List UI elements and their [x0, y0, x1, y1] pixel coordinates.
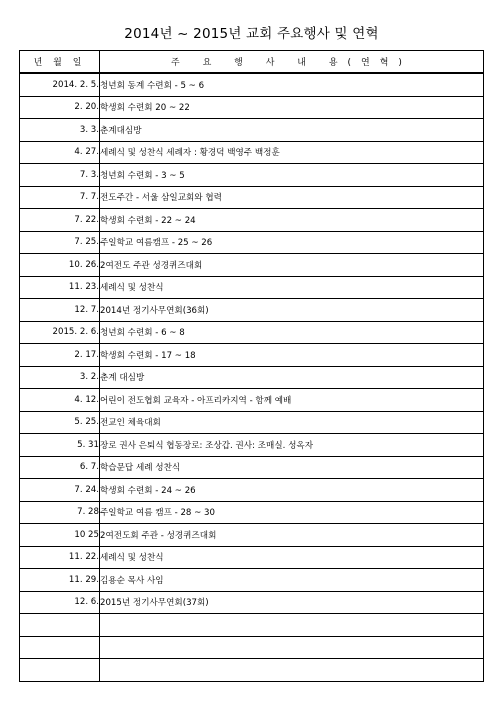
event-date: 6. 7. [20, 456, 100, 479]
event-description: 주일학교 여름캠프 - 25 ~ 26 [100, 231, 484, 254]
event-description: 학생회 수련회 - 22 ~ 24 [100, 209, 484, 232]
event-date: 4. 27. [20, 141, 100, 164]
event-description: 청년회 동계 수련회 - 5 ~ 6 [100, 73, 484, 96]
events-table [19, 50, 484, 682]
event-description: 세례식 및 성찬식 세례자 : 황경덕 백영주 백정훈 [100, 141, 484, 164]
event-description: 춘계 대심방 [100, 366, 484, 389]
event-description: 학생회 수련회 - 17 ~ 18 [100, 344, 484, 367]
event-date [20, 659, 100, 682]
table-row [20, 299, 484, 322]
event-description: 청년회 수련회 - 6 ~ 8 [100, 321, 484, 344]
event-description [100, 636, 484, 659]
event-date: 11. 23. [20, 276, 100, 299]
table-row [20, 591, 484, 614]
table-row [20, 456, 484, 479]
table-row [20, 186, 484, 209]
table-row [20, 569, 484, 592]
event-description: 청년회 수련회 - 3 ~ 5 [100, 164, 484, 187]
table-row [20, 524, 484, 547]
event-date: 2. 20. [20, 96, 100, 119]
table-row [20, 231, 484, 254]
event-description: 2여전도 주관 성경퀴즈대회 [100, 254, 484, 277]
table-row [20, 209, 484, 232]
table-row [20, 636, 484, 659]
event-description: 2015년 정기사무연회(37회) [100, 591, 484, 614]
event-date: 7. 25. [20, 231, 100, 254]
event-description: 2여전도회 주관 - 성경퀴즈대회 [100, 524, 484, 547]
event-description: 어린이 전도협회 교육자 - 아프리카지역 - 함께 예배 [100, 389, 484, 412]
event-date: 2014. 2. 5. [20, 73, 100, 96]
event-date: 12. 6. [20, 591, 100, 614]
date-column-header: 년 월 일 [20, 51, 100, 74]
page-title: 2014년 ~ 2015년 교회 주요행사 및 연혁 [124, 26, 379, 42]
event-description: 세례식 및 성찬식 [100, 546, 484, 569]
table-row [20, 276, 484, 299]
table-row [20, 141, 484, 164]
event-description [100, 659, 484, 682]
event-description: 전도주간 - 서울 삼일교회와 협력 [100, 186, 484, 209]
event-date: 10. 26. [20, 254, 100, 277]
event-date: 4. 12. [20, 389, 100, 412]
table-row [20, 614, 484, 637]
table-body [20, 73, 484, 681]
event-description: 주일학교 여름 캠프 - 28 ~ 30 [100, 501, 484, 524]
event-description [100, 614, 484, 637]
table-row [20, 434, 484, 457]
table-row [20, 546, 484, 569]
event-description: 학습문답 세례 성찬식 [100, 456, 484, 479]
table-row [20, 659, 484, 682]
table-row [20, 119, 484, 142]
table-row [20, 73, 484, 96]
table-row [20, 411, 484, 434]
event-description: 김용순 목사 사임 [100, 569, 484, 592]
event-date: 2. 17. [20, 344, 100, 367]
event-description: 학생회 수련회 - 24 ~ 26 [100, 479, 484, 502]
event-date: 7. 22. [20, 209, 100, 232]
event-date: 3. 2. [20, 366, 100, 389]
event-date: 5. 31 [20, 434, 100, 457]
event-date: 10 25 [20, 524, 100, 547]
table-header-row [20, 51, 484, 74]
event-description: 전교인 체육대회 [100, 411, 484, 434]
event-date: 3. 3. [20, 119, 100, 142]
event-description: 춘계대심방 [100, 119, 484, 142]
event-description: 2014년 정기사무연회(36회) [100, 299, 484, 322]
event-date: 12. 7. [20, 299, 100, 322]
table-row [20, 389, 484, 412]
event-date: 11. 29. [20, 569, 100, 592]
event-description: 세례식 및 성찬식 [100, 276, 484, 299]
content-column-header: 주 요 행 사 내 용(연혁) [100, 51, 484, 74]
event-description: 학생회 수련회 20 ~ 22 [100, 96, 484, 119]
table-row [20, 479, 484, 502]
table-row [20, 254, 484, 277]
event-date: 11. 22. [20, 546, 100, 569]
table-row [20, 344, 484, 367]
event-date: 5. 25. [20, 411, 100, 434]
event-date: 7. 28 [20, 501, 100, 524]
event-date [20, 614, 100, 637]
table-row [20, 501, 484, 524]
event-date: 7. 24. [20, 479, 100, 502]
event-date: 7. 3. [20, 164, 100, 187]
event-date [20, 636, 100, 659]
event-description: 장로 권사 은퇴식 협동장로: 조상갑. 권사: 조매실. 성옥자 [100, 434, 484, 457]
table-row [20, 321, 484, 344]
table-row [20, 164, 484, 187]
event-date: 2015. 2. 6. [20, 321, 100, 344]
table-row [20, 96, 484, 119]
event-date: 7. 7. [20, 186, 100, 209]
table-row [20, 366, 484, 389]
